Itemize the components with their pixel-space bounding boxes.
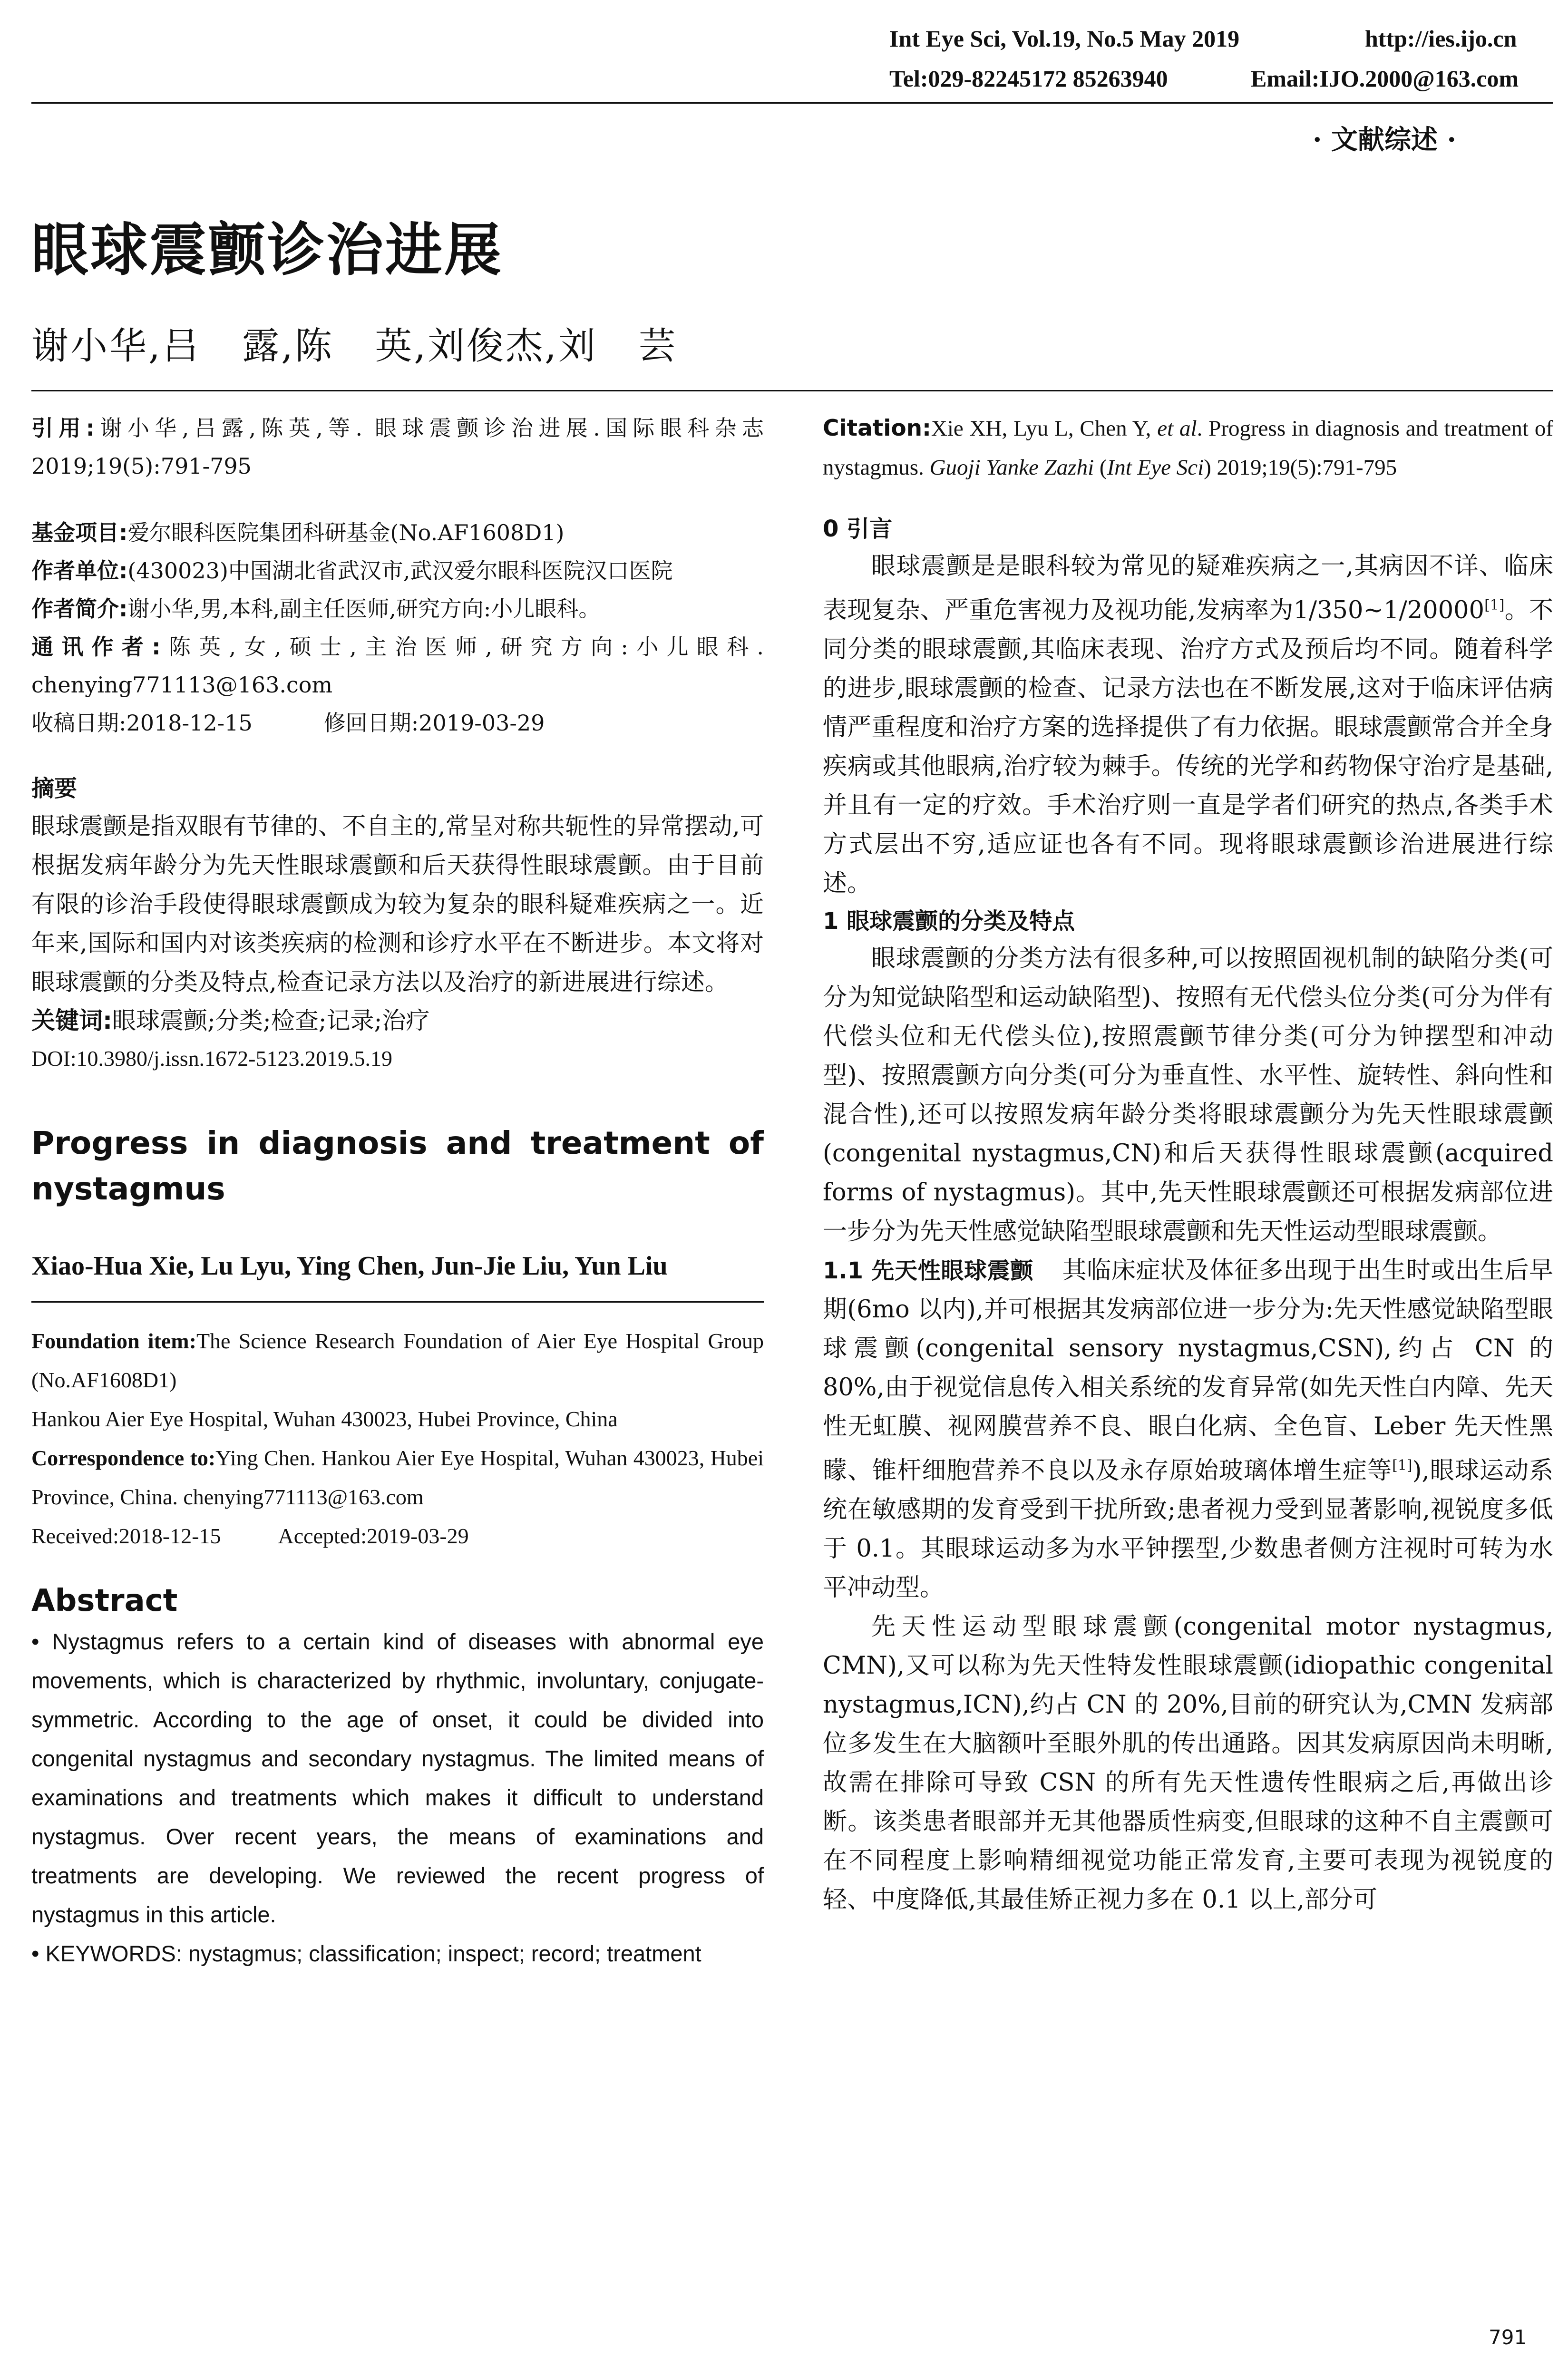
cn-fund-text: 爱尔眼科医院集团科研基金(No.AF1608D1) — [127, 520, 565, 546]
page-number: 791 — [1489, 2326, 1527, 2349]
ref-1-second[interactable]: [1] — [1392, 1457, 1412, 1474]
ref-1[interactable]: [1] — [1484, 597, 1505, 614]
left-column — [31, 409, 764, 1973]
cn-unit-label: 作者单位: — [31, 558, 128, 584]
en-received: Received:2018-12-15 — [31, 1524, 221, 1548]
cn-doi: DOI:10.3980/j.issn.1672-5123.2019.5.19 — [31, 1046, 392, 1071]
en-dates — [31, 1517, 764, 1556]
cn-unit-text: (430023)中国湖北省武汉市,武汉爱尔眼科医院汉口医院 — [127, 558, 673, 584]
citation-part-a: Xie XH, Lyu L, Chen Y, — [931, 416, 1158, 441]
citation-journal: Guoji Yanke Zazhi — [929, 455, 1094, 480]
section-label: · 文献综述 · — [1313, 124, 1456, 156]
cn-citation-label: 引用: — [31, 415, 95, 441]
en-keywords: • KEYWORDS: nystagmus; classification; inspect; record; treatment — [31, 1941, 701, 1966]
cn-citation — [31, 409, 764, 485]
cn-revised: 修回日期:2019-03-29 — [323, 710, 545, 736]
sec1-paragraph: 眼球震颤的分类方法有很多种,可以按照固视机制的缺陷分类(可分为知觉缺陷型和运动缺陷型)、按照有无代偿头位分类(可分为伴有代偿头位和无代偿头位),按照震颤节律分类(可分为钟摆型和冲动型)、按照震颤方向分类(可分为垂直性、水平性、旋转性、斜向性和混合性),还可以按照发病年龄分类将眼球震颤分为先天性眼球震颤(congenital nystagmus,CN)和后天获得性眼球震颤(acquired forms of nystagmus)。其中,先天性眼球震颤还可根据发病部位进一步分为先天性感觉缺陷型眼球震颤和先天性运动型眼球震颤。 — [823, 945, 1553, 1246]
cn-bio — [31, 590, 764, 628]
cn-keywords — [31, 1002, 764, 1040]
cn-bio-text: 谢小华,男,本科,副主任医师,研究方向:小儿眼科。 — [127, 596, 601, 622]
en-abstract-text: • Nystagmus refers to a certain kind of diseases with abnormal eye movements, which is characterized by rhythmic, involuntary, conjugate-symmetric. According to the age of onset, it could be divided into congenital nystagmus and secondary nystagmus. The limited means of examinations and treatments which makes it difficult to understand nystagmus. Over recent years, the means of examinations and treatments are developing. We reviewed the recent progress of nystagmus in this article. — [31, 1629, 764, 1927]
en-abstract-heading: Abstract — [31, 1583, 178, 1618]
sec11-text-a: 其临床症状及体征多出现于出生时或出生后早期(6mo 以内),并可根据其发病部位进一步分为:先天性感觉缺陷型眼球震颤(congenital sensory nystagmus,CSN),约占 CN 的 80%,由于视觉信息传入相关系统的发育异常(如先天性白内障、先天性无虹膜、视网膜营养不良、眼白化病、全色盲、Leber 先天性黑矇、锥杆细胞营养不良以及永存原始玻璃体增生症等 — [823, 1257, 1553, 1485]
en-title: Progress in diagnosis and treatment of nystagmus — [31, 1125, 764, 1207]
cn-abstract-heading: 摘要 — [31, 775, 78, 802]
en-foundation — [31, 1322, 764, 1400]
en-authors: Xiao-Hua Xie, Lu Lyu, Ying Chen, Jun-Jie Liu, Yun Liu — [31, 1251, 668, 1281]
sec11-text-b: ),眼球运动系统在敏感期的发育受到干扰所致;患者视力受到显著影响,视锐度多低于 0.1。其眼球运动多为水平钟摆型,少数患者侧方注视时可转为水平冲动型。 — [823, 1457, 1553, 1602]
cn-fund-label: 基金项目: — [31, 520, 128, 546]
page-title: 眼球震颤诊治进展 — [31, 216, 503, 283]
cn-keywords-text: 眼球震颤;分类;检查;记录;治疗 — [112, 1007, 430, 1034]
cn-fund — [31, 514, 764, 552]
citation-part-b: . Progress in diagnosis and treatment of nystagmus. — [823, 416, 1554, 480]
en-accepted: Accepted:2019-03-29 — [278, 1524, 469, 1548]
citation-etal: et al — [1157, 416, 1197, 441]
cn-keywords-label: 关键词: — [31, 1007, 112, 1034]
sec1-heading: 1 眼球震颤的分类及特点 — [823, 908, 1075, 935]
sec11-paragraph-2: 先天性运动型眼球震颤(congenital motor nystagmus, CMN),又可以称为先天性特发性眼球震颤(idiopathic congenital nystagmus,ICN),约占 CN 的 20%,目前的研究认为,CMN 发病部位多发生在大脑额叶至眼外肌的传出通路。因其发病原因尚未明晰,故需在排除可导致 CSN 的所有先天性遗传性眼病之后,再做出诊断。该类患者眼部并无其他器质性病变,但眼球的这种不自主震颤可在不同程度上影响精细视觉功能正常发育,主要可表现为视锐度的轻、中度降低,其最佳矫正视力多在 0.1 以上,部分可 — [823, 1613, 1553, 1914]
sec11-heading: 1.1 先天性眼球震颤 — [823, 1257, 1033, 1284]
cn-citation-text: 谢小华,吕露,陈英,等. 眼球震颤诊治进展.国际眼科杂志 2019;19(5):791-795 — [31, 415, 764, 479]
header-rule — [31, 102, 1553, 104]
sec0-text-a: 眼球震颤是是眼科较为常见的疑难疾病之一,其病因不详、临床表现复杂、严重危害视力及视功能,发病率为1/350~1/20000 — [823, 552, 1553, 624]
en-citation — [823, 409, 1553, 487]
en-foundation-text: The Science Research Foundation of Aier Eye Hospital Group (No.AF1608D1) — [31, 1329, 764, 1392]
en-corr-label: Correspondence to: — [31, 1446, 216, 1470]
citation-part-c: ( — [1094, 455, 1107, 480]
right-column — [823, 409, 1553, 1919]
en-author-rule — [31, 1301, 764, 1303]
sec0-paragraph — [823, 547, 1553, 903]
sec0-heading: 0 引言 — [823, 516, 893, 542]
sec11-paragraph — [823, 1251, 1553, 1607]
en-corr-text: Ying Chen. Hankou Aier Eye Hospital, Wuhan 430023, Hubei Province, China. chenying771113@163.com — [31, 1446, 764, 1509]
cn-received: 收稿日期:2018-12-15 — [31, 710, 253, 736]
journal-tel: Tel:029-82245172 85263940 — [889, 65, 1168, 92]
en-correspondence — [31, 1439, 764, 1517]
sec0-text-b: 。不同分类的眼球震颤,其临床表现、治疗方式及预后均不同。随着科学的进步,眼球震颤的检查、记录方法也在不断发展,这对于临床评估病情严重程度和治疗方案的选择提供了有力依据。眼球震颤常合并全身疾病或其他眼病,治疗较为棘手。传统的光学和药物保守治疗是基础,并且有一定的疗效。手术治疗则一直是学者们研究的热点,各类手术方式层出不穷,适应证也各有不同。现将眼球震颤诊治进展进行综述。 — [823, 596, 1553, 897]
journal-url: http://ies.ijo.cn — [1365, 25, 1517, 52]
title-rule — [31, 390, 1553, 391]
cn-corr-label: 通讯作者: — [31, 634, 161, 660]
cn-bio-label: 作者简介: — [31, 596, 128, 622]
citation-journal-en: Int Eye Sci — [1107, 455, 1204, 480]
citation-part-d: ) 2019;19(5):791-795 — [1204, 455, 1397, 480]
journal-email: Email:IJO.2000@163.com — [1251, 65, 1519, 92]
cn-corr-text: 陈英,女,硕士,主治医师,研究方向:小儿眼科. chenying771113@163.com — [31, 634, 764, 698]
en-citation-label: Citation: — [823, 415, 931, 441]
cn-unit — [31, 552, 764, 590]
cn-abstract-text: 眼球震颤是指双眼有节律的、不自主的,常呈对称共轭性的异常摆动,可根据发病年龄分为先天性眼球震颤和后天获得性眼球震颤。由于目前有限的诊治手段使得眼球震颤成为较为复杂的眼科疑难疾病之一。近年来,国际和国内对该类疾病的检测和诊疗水平在不断进步。本文将对眼球震颤的分类及特点,检查记录方法以及治疗的新进展进行综述。 — [31, 812, 764, 996]
journal-volume-line: Int Eye Sci, Vol.19, No.5 May 2019 — [889, 25, 1240, 52]
author-list: 谢小华,吕 露,陈 英,刘俊杰,刘 芸 — [31, 325, 678, 368]
en-affiliation: Hankou Aier Eye Hospital, Wuhan 430023, Hubei Province, China — [31, 1407, 618, 1431]
cn-correspondence — [31, 628, 764, 704]
cn-dates — [31, 704, 764, 742]
en-foundation-label: Foundation item: — [31, 1329, 196, 1353]
